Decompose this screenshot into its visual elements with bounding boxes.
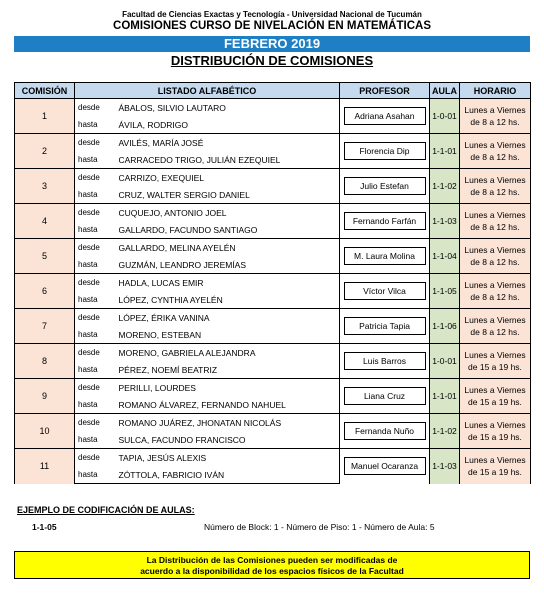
range-from-label: desde	[75, 309, 115, 327]
range-from-label: desde	[75, 344, 115, 362]
example-title: EJEMPLO DE CODIFICACIÓN DE AULAS:	[17, 505, 195, 515]
example-code: 1-1-05	[32, 522, 57, 532]
range-to-name: SULCA, FACUNDO FRANCISCO	[115, 431, 340, 449]
classroom-code: 1-1-02	[430, 414, 460, 449]
month-banner: FEBRERO 2019	[14, 36, 530, 52]
range-from-name: AVILÉS, MARÍA JOSÉ	[115, 134, 340, 152]
classroom-code: 1-0-01	[430, 99, 460, 134]
classroom-code: 1-1-05	[430, 274, 460, 309]
range-to-label: hasta	[75, 186, 115, 204]
commission-number: 11	[15, 449, 75, 484]
schedule-days: Lunes a Viernes	[464, 175, 526, 185]
range-to-label: hasta	[75, 361, 115, 379]
range-from-label: desde	[75, 449, 115, 467]
schedule-cell	[460, 169, 531, 204]
example-description: Número de Block: 1 - Número de Piso: 1 - Número de Aula: 5	[204, 522, 435, 532]
range-to-label: hasta	[75, 466, 115, 484]
professor-cell	[340, 274, 430, 309]
table-row	[15, 379, 531, 397]
professor-cell	[340, 239, 430, 274]
range-from-name: CARRIZO, EXEQUIEL	[115, 169, 340, 187]
professor-cell	[340, 99, 430, 134]
schedule-days: Lunes a Viernes	[464, 350, 526, 360]
page-title	[0, 53, 544, 68]
commission-number: 10	[15, 414, 75, 449]
col-header-comision: COMISIÓN	[15, 83, 75, 99]
classroom-code: 1-1-03	[430, 449, 460, 484]
table-row	[15, 169, 531, 187]
page-title-text: DISTRIBUCIÓN DE COMISIONES	[170, 53, 374, 68]
schedule-cell	[460, 274, 531, 309]
professor-name: Víctor Vilca	[344, 282, 426, 300]
schedule-cell	[460, 379, 531, 414]
commission-number: 1	[15, 99, 75, 134]
schedule-hours: de 15 a 19 hs.	[468, 432, 522, 442]
commission-number: 8	[15, 344, 75, 379]
notice-line-1: La Distribución de las Comisiones pueden ser modificadas de	[146, 555, 398, 565]
schedule-hours: de 8 a 12 hs.	[470, 327, 520, 337]
range-to-name: ROMANO ÁLVAREZ, FERNANDO NAHUEL	[115, 396, 340, 414]
commission-number: 3	[15, 169, 75, 204]
table-row	[15, 344, 531, 362]
professor-cell	[340, 204, 430, 239]
range-to-name: CRUZ, WALTER SERGIO DANIEL	[115, 186, 340, 204]
schedule-days: Lunes a Viernes	[464, 280, 526, 290]
table-row	[15, 134, 531, 152]
notice-box	[14, 551, 530, 579]
schedule-days: Lunes a Viernes	[464, 385, 526, 395]
range-from-name: ROMANO JUÁREZ, JHONATAN NICOLÁS	[115, 414, 340, 432]
schedule-hours: de 8 a 12 hs.	[470, 187, 520, 197]
range-from-name: CUQUEJO, ANTONIO JOEL	[115, 204, 340, 222]
range-to-name: LÓPEZ, CYNTHIA AYELÉN	[115, 291, 340, 309]
schedule-hours: de 15 a 19 hs.	[468, 362, 522, 372]
range-from-name: MORENO, GABRIELA ALEJANDRA	[115, 344, 340, 362]
range-to-label: hasta	[75, 221, 115, 239]
col-header-listado: LISTADO ALFABÉTICO	[75, 83, 340, 99]
schedule-cell	[460, 134, 531, 169]
col-header-profesor: PROFESOR	[340, 83, 430, 99]
schedule-hours: de 8 a 12 hs.	[470, 152, 520, 162]
schedule-hours: de 8 a 12 hs.	[470, 222, 520, 232]
commission-number: 7	[15, 309, 75, 344]
schedule-days: Lunes a Viernes	[464, 105, 526, 115]
range-from-name: PERILLI, LOURDES	[115, 379, 340, 397]
professor-cell	[340, 379, 430, 414]
commission-number: 2	[15, 134, 75, 169]
commission-number: 9	[15, 379, 75, 414]
schedule-cell	[460, 239, 531, 274]
schedule-days: Lunes a Viernes	[464, 315, 526, 325]
schedule-days: Lunes a Viernes	[464, 245, 526, 255]
range-from-label: desde	[75, 379, 115, 397]
table-row	[15, 414, 531, 432]
range-from-label: desde	[75, 169, 115, 187]
schedule-cell	[460, 414, 531, 449]
course-title: COMISIONES CURSO DE NIVELACIÓN EN MATEMÁTICAS	[113, 20, 431, 32]
classroom-code: 1-1-01	[430, 379, 460, 414]
table-row	[15, 204, 531, 222]
range-from-label: desde	[75, 239, 115, 257]
table-row	[15, 239, 531, 257]
commission-number: 5	[15, 239, 75, 274]
range-to-label: hasta	[75, 396, 115, 414]
schedule-cell	[460, 99, 531, 134]
professor-name: Fernando Farfán	[344, 212, 426, 230]
range-from-name: HADLA, LUCAS EMIR	[115, 274, 340, 292]
schedule-days: Lunes a Viernes	[464, 210, 526, 220]
range-to-label: hasta	[75, 256, 115, 274]
commission-number: 6	[15, 274, 75, 309]
range-from-label: desde	[75, 414, 115, 432]
notice-line-2: acuerdo a la disponibilidad de los espacios físicos de la Facultad	[140, 566, 404, 576]
professor-name: M. Laura Molina	[344, 247, 426, 265]
schedule-hours: de 15 a 19 hs.	[468, 397, 522, 407]
table-row	[15, 309, 531, 327]
range-from-name: GALLARDO, MELINA AYELÉN	[115, 239, 340, 257]
schedule-cell	[460, 309, 531, 344]
range-from-label: desde	[75, 99, 115, 117]
range-to-label: hasta	[75, 291, 115, 309]
range-to-name: ZÓTTOLA, FABRICIO IVÁN	[115, 466, 340, 484]
range-to-name: GALLARDO, FACUNDO SANTIAGO	[115, 221, 340, 239]
professor-name: Manuel Ocaranza	[344, 457, 426, 475]
commission-number: 4	[15, 204, 75, 239]
schedule-days: Lunes a Viernes	[464, 455, 526, 466]
schedule-days: Lunes a Viernes	[464, 140, 526, 150]
range-from-label: desde	[75, 274, 115, 292]
professor-name: Adriana Asahan	[344, 107, 426, 125]
range-from-name: TAPIA, JESÚS ALEXIS	[115, 449, 340, 467]
professor-name: Patricia Tapia	[344, 317, 426, 335]
table-row	[15, 449, 531, 467]
range-from-name: ÁBALOS, SILVIO LAUTARO	[115, 99, 340, 117]
schedule-hours: de 8 a 12 hs.	[470, 257, 520, 267]
range-to-name: GUZMÁN, LEANDRO JEREMÍAS	[115, 256, 340, 274]
range-to-label: hasta	[75, 116, 115, 134]
schedule-hours: de 8 a 12 hs.	[470, 292, 520, 302]
table-row	[15, 274, 531, 292]
schedule-cell	[460, 344, 531, 379]
professor-cell	[340, 309, 430, 344]
professor-cell	[340, 169, 430, 204]
range-to-name: CARRACEDO TRIGO, JULIÁN EZEQUIEL	[115, 151, 340, 169]
range-to-label: hasta	[75, 151, 115, 169]
professor-name: Fernanda Nuño	[344, 422, 426, 440]
classroom-code: 1-1-04	[430, 239, 460, 274]
col-header-aula: AULA	[430, 83, 460, 99]
classroom-code: 1-0-01	[430, 344, 460, 379]
range-to-name: ÁVILA, RODRIGO	[115, 116, 340, 134]
table-row	[15, 99, 531, 117]
range-to-name: PÉREZ, NOEMÍ BEATRIZ	[115, 361, 340, 379]
range-to-name: MORENO, ESTEBAN	[115, 326, 340, 344]
range-from-name: LÓPEZ, ÉRIKA VANINA	[115, 309, 340, 327]
commissions-table	[14, 82, 531, 484]
range-to-label: hasta	[75, 326, 115, 344]
classroom-code: 1-1-06	[430, 309, 460, 344]
range-to-label: hasta	[75, 431, 115, 449]
range-from-label: desde	[75, 134, 115, 152]
professor-cell	[340, 344, 430, 379]
professor-cell	[340, 134, 430, 169]
professor-name: Liana Cruz	[344, 387, 426, 405]
schedule-hours: de 15 a 19 hs.	[468, 467, 522, 478]
classroom-code: 1-1-02	[430, 169, 460, 204]
professor-cell	[340, 414, 430, 449]
table-header-row	[15, 83, 531, 99]
professor-cell	[340, 449, 430, 484]
professor-name: Florencia Dip	[344, 142, 426, 160]
institution-line: Facultad de Ciencias Exactas y Tecnología - Universidad Nacional de Tucumán	[122, 10, 422, 19]
schedule-days: Lunes a Viernes	[464, 420, 526, 430]
schedule-cell	[460, 449, 531, 484]
schedule-cell	[460, 204, 531, 239]
col-header-horario: HORARIO	[460, 83, 531, 99]
range-from-label: desde	[75, 204, 115, 222]
classroom-code: 1-1-03	[430, 204, 460, 239]
professor-name: Luis Barros	[344, 352, 426, 370]
professor-name: Julio Estefan	[344, 177, 426, 195]
classroom-code: 1-1-01	[430, 134, 460, 169]
schedule-hours: de 8 a 12 hs.	[470, 117, 520, 127]
